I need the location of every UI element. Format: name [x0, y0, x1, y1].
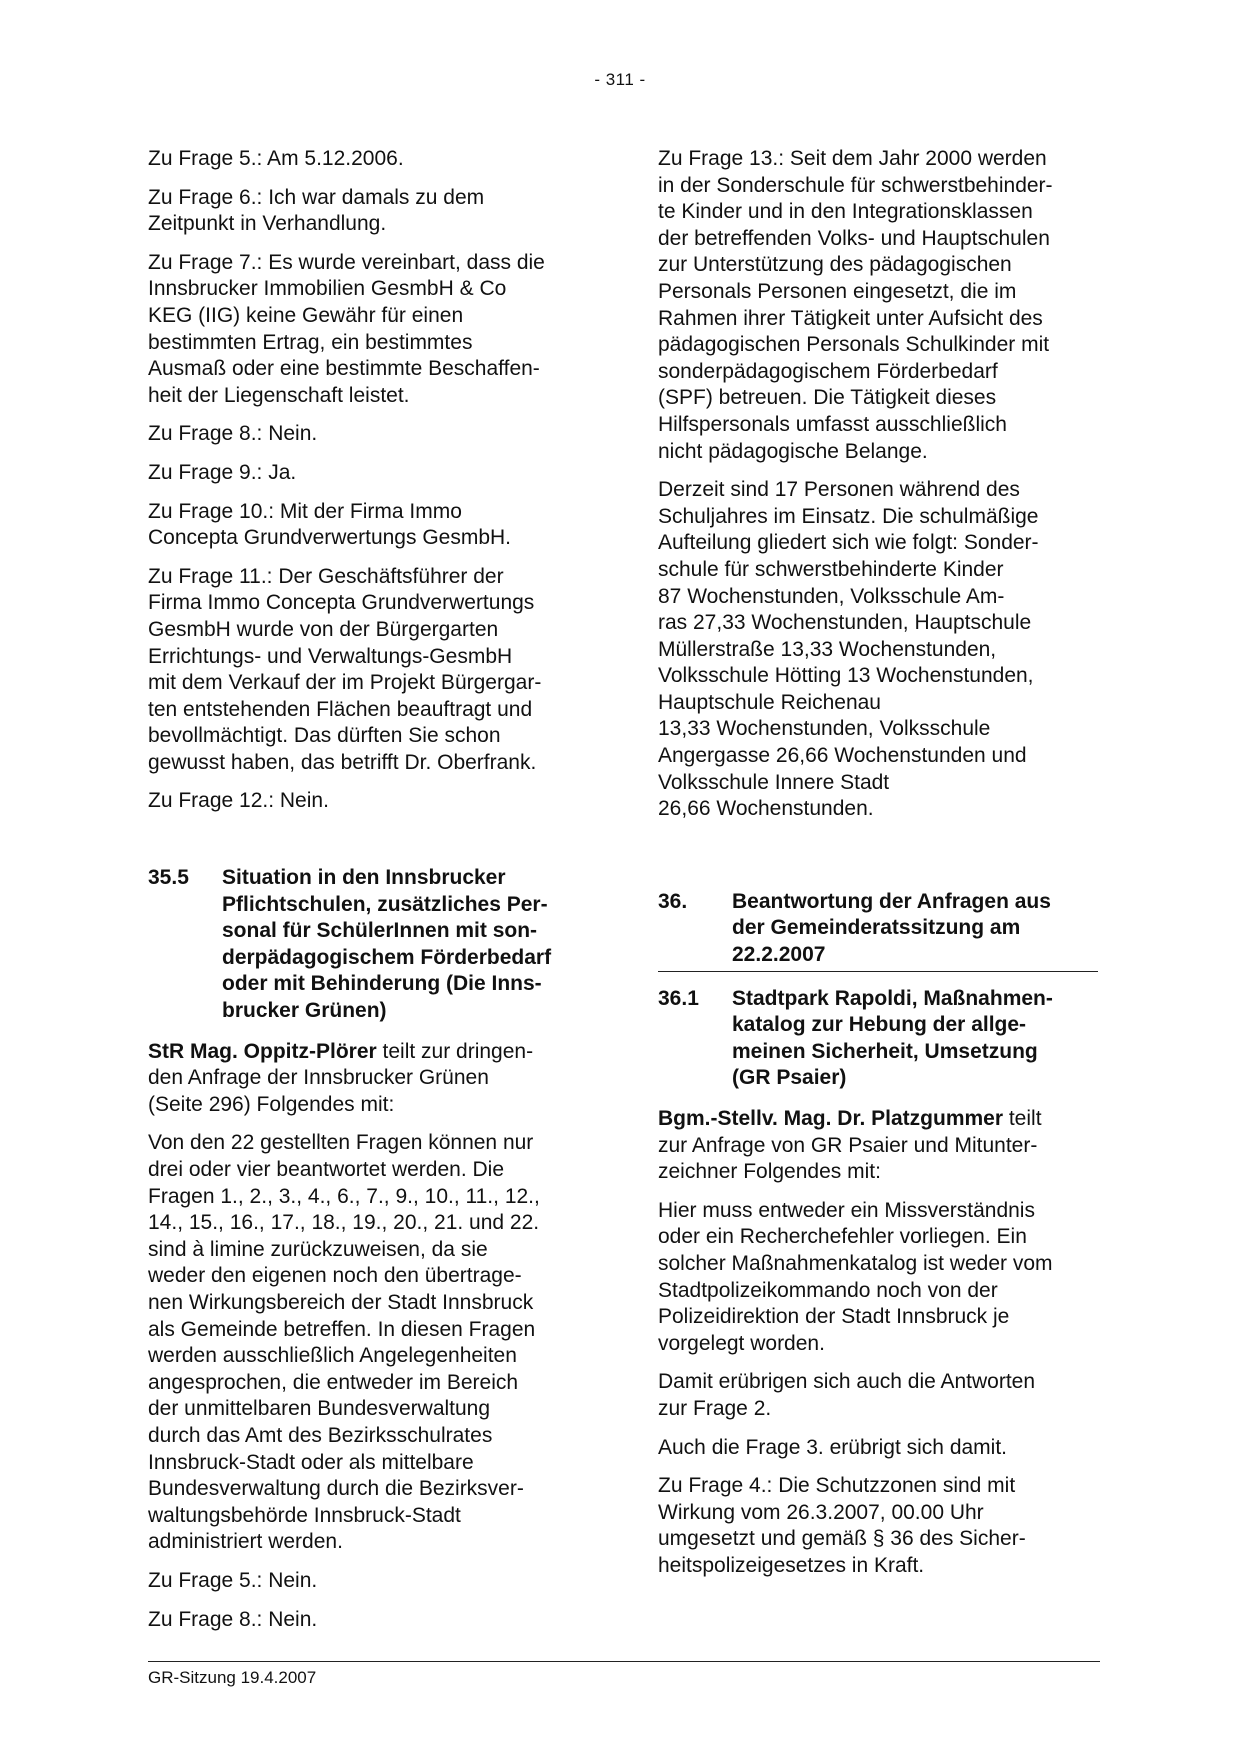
paragraph: Von den 22 gestellten Fragen können nur drei oder vier beantwortet werden. Die Fragen 1., 2., 3., 4., 6., 7., 9., 10., 11., 12., 14., 15., 16., 17., 18., 19., 20., 21. und 22. sind à limine zurückzuweisen, da sie weder den eigenen noch den übertrage- nen Wirkungsbereich der Stadt Innsbruck als Gemeinde betreffen. In diesen Fragen werden ausschließlich Angelegenheiten angesprochen, die entweder im Bereich der unmittelbaren Bundesverwaltung durch das Amt des Bezirksschulrates Innsbruck-Stadt oder als mittelbare Bundesverwaltung durch die Bezirksver- waltungsbehörde Innsbruck-Stadt administriert werden.: [148, 1131, 540, 1554]
footer-divider: [148, 1661, 1100, 1662]
left-column: [148, 146, 588, 1645]
speaker-paragraph: [148, 1039, 588, 1119]
section-number: 36.: [658, 889, 688, 913]
section-heading-36: [658, 889, 1098, 972]
section-number: 35.5: [148, 866, 189, 890]
right-column: [658, 146, 1098, 1592]
paragraph: Zu Frage 4.: Die Schutzzonen sind mit Wirkung vom 26.3.2007, 00.00 Uhr umgesetzt und gemäß § 36 des Sicher- heitspolizeigesetzes in Kraft.: [658, 1474, 1026, 1577]
page-number: - 311 -: [594, 70, 646, 89]
section-heading-36-1: [658, 986, 1098, 1092]
paragraph: Auch die Frage 3. erübrigt sich damit.: [658, 1435, 1008, 1459]
paragraph: Zu Frage 11.: Der Geschäftsführer der Firma Immo Concepta Grundverwertungs GesmbH wurde von der Bürgergarten Errichtungs- und Verwaltungs-GesmbH mit dem Verkauf der im Projekt Bürgergar- ten entstehenden Flächen beauftragt und bevollmächtigt. Das dürften Sie schon gewusst haben, das betrifft Dr. Oberfrank.: [148, 564, 542, 774]
section-heading-35-5: [148, 865, 588, 1025]
paragraph: Zu Frage 10.: Mit der Firma Immo Concepta Grundverwertungs GesmbH.: [148, 499, 511, 550]
paragraph: Zu Frage 5.: Nein.: [148, 1568, 318, 1592]
paragraph: Zu Frage 5.: Am 5.12.2006.: [148, 147, 404, 170]
speaker-name: Bgm.-Stellv. Mag. Dr. Platzgummer: [658, 1107, 1004, 1130]
paragraph: Zu Frage 8.: Nein.: [148, 422, 318, 446]
paragraph: Damit erübrigen sich auch die Antworten zur Frage 2.: [658, 1370, 1036, 1420]
section-title: Situation in den Innsbrucker Pflichtschulen, zusätzliches Per- sonal für SchülerInnen mit son- derpädagogischem Förderbedarf oder mit Behinderung (Die Inns- brucker Grünen): [222, 866, 552, 1023]
paragraph: Zu Frage 8.: Nein.: [148, 1607, 318, 1631]
speaker-text: teilt zur Anfrage von GR Psaier und Mitunter- zeichner Folgendes mit:: [658, 1107, 1042, 1184]
section-title: Beantwortung der Anfragen aus der Gemeinderatssitzung am 22.2.2007: [732, 889, 1051, 967]
speaker-name: StR Mag. Oppitz-Plörer: [148, 1039, 377, 1063]
paragraph: Zu Frage 13.: Seit dem Jahr 2000 werden in der Sonderschule für schwerstbehinder- te Kinder und in den Integrationsklassen der betreffenden Volks- und Hauptschulen zur Unterstützung des pädagogischen Personals Personen eingesetzt, die im Rahmen ihrer Tätigkeit unter Aufsicht des pädagogischen Personals Schulkinder mit sonderpädagogischem Förderbedarf (SPF) betreuen. Die Tätigkeit dieses Hilfspersonals umfasst ausschließlich nicht pädagogische Belange.: [658, 147, 1053, 463]
paragraph: Zu Frage 9.: Ja.: [148, 460, 297, 484]
speaker-paragraph: [658, 1106, 1098, 1186]
paragraph: Zu Frage 6.: Ich war damals zu dem Zeitpunkt in Verhandlung.: [148, 185, 485, 236]
paragraph: Hier muss entweder ein Missverständnis oder ein Recherchefehler vorliegen. Ein solcher Maßnahmenkatalog ist weder vom Stadtpolizeikommando noch von der Polizeidirektion der Stadt Innsbruck je vorgelegt worden.: [658, 1198, 1053, 1355]
paragraph: Zu Frage 7.: Es wurde vereinbart, dass die Innsbrucker Immobilien GesmbH & Co KEG (IIG) keine Gewähr für einen bestimmten Ertrag, ein bestimmtes Ausmaß oder eine bestimmte Beschaffen- heit der Liegenschaft leistet.: [148, 250, 545, 407]
section-number: 36.1: [658, 986, 699, 1010]
paragraph: Zu Frage 12.: Nein.: [148, 789, 329, 813]
section-title: Stadtpark Rapoldi, Maßnahmen- katalog zur Hebung der allge- meinen Sicherheit, Umsetzung (GR Psaier): [732, 986, 1053, 1090]
paragraph: Derzeit sind 17 Personen während des Schuljahres im Einsatz. Die schulmäßige Aufteilung gliedert sich wie folgt: Sonder- schule für schwerstbehinderte Kinder 87 Wochenstunden, Volksschule Am- ras 27,33 Wochenstunden, Hauptschule Müllerstraße 13,33 Wochenstunden, Volksschule Hötting 13 Wochenstunden, Hauptschule Reichenau 13,33 Wochenstunden, Volksschule Angergasse 26,66 Wochenstunden und Volksschule Innere Stadt 26,66 Wochenstunden.: [658, 478, 1039, 821]
speaker-text: teilt zur dringen- den Anfrage der Innsbrucker Grünen (Seite 296) Folgendes mit:: [148, 1039, 534, 1116]
footer-text: GR-Sitzung 19.4.2007: [148, 1668, 317, 1687]
